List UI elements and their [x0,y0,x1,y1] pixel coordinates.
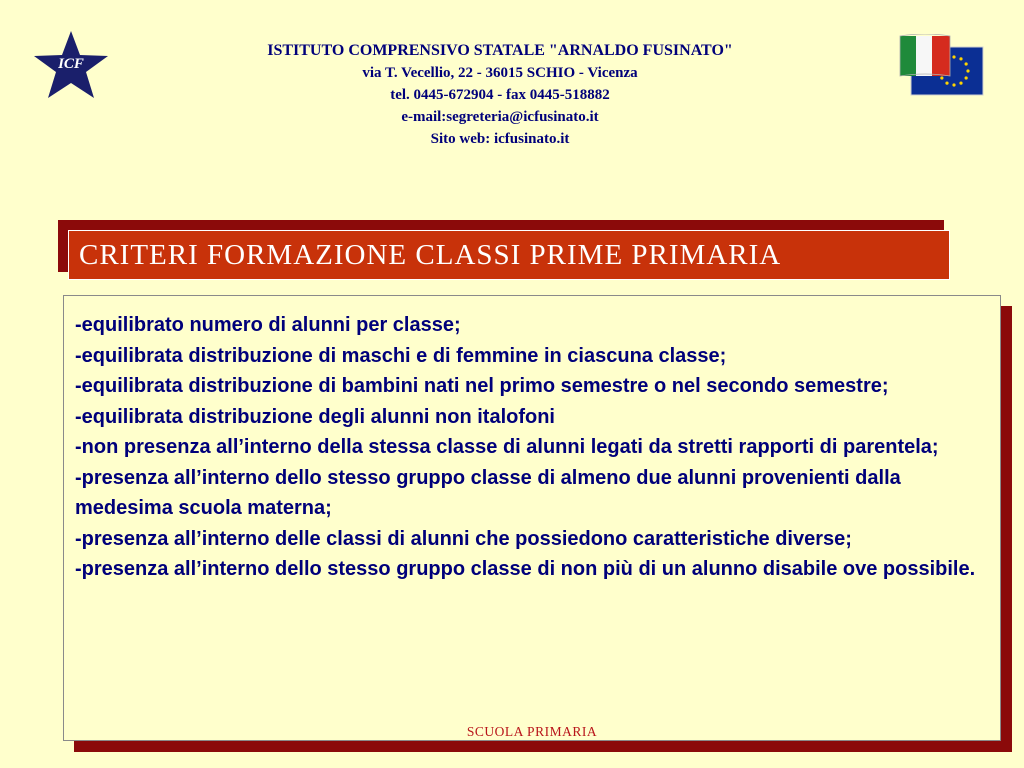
school-name: ISTITUTO COMPRENSIVO STATALE "ARNALDO FUSINATO" [267,42,733,59]
italian-flag-icon [900,34,950,76]
eu-star [965,76,968,79]
school-address: via T. Vecellio, 22 - 36015 SCHIO - Vicenza [362,65,638,81]
eu-star [952,83,955,86]
title-banner [68,230,950,280]
eu-star [940,76,943,79]
school-phone-fax: tel. 0445-672904 - fax 0445-518882 [390,87,610,103]
school-website: Sito web: icfusinato.it [430,131,570,147]
logo-text: ICF [58,56,84,72]
criteria-item-3: -equilibrata distribuzione di bambini nati nel primo semestre o nel secondo semestre; [75,375,889,397]
school-email: e-mail:segreteria@icfusinato.it [401,109,599,125]
school-header [200,40,800,150]
criteria-item-5: -non presenza all’interno della stessa classe di alunni legati da stretti rapporti di parentela; [75,436,939,458]
eu-star [952,55,955,58]
criteria-item-7: -presenza all’interno delle classi di alunni che possiedono caratteristiche diverse; [75,527,852,550]
eu-star [959,82,962,85]
eu-star [965,62,968,65]
footer-label: SCUOLA PRIMARIA [466,724,598,739]
criteria-item-4: -equilibrata distribuzione degli alunni non italofoni [75,405,555,428]
criteria-item-1: -equilibrato numero di alunni per classe; [75,314,461,336]
eu-star [959,57,962,60]
criteria-item-6: -presenza all’interno dello stesso gruppo classe di almeno due alunni provenienti dalla medesima scuola materna; [75,466,901,519]
criteria-item-2: -equilibrata distribuzione di maschi e di femmine in ciascuna classe; [75,344,727,367]
eu-star [945,82,948,85]
criteria-panel [63,295,1001,741]
criteria-item-8: -presenza all’interno dello stesso gruppo classe di non più di un alunno disabile ove possibile. [75,558,976,580]
school-logo [30,28,112,100]
criteria-list [75,310,995,585]
flags-group [898,34,988,100]
page-title: CRITERI FORMAZIONE CLASSI PRIME PRIMARIA [79,239,782,271]
eu-star [966,69,969,72]
